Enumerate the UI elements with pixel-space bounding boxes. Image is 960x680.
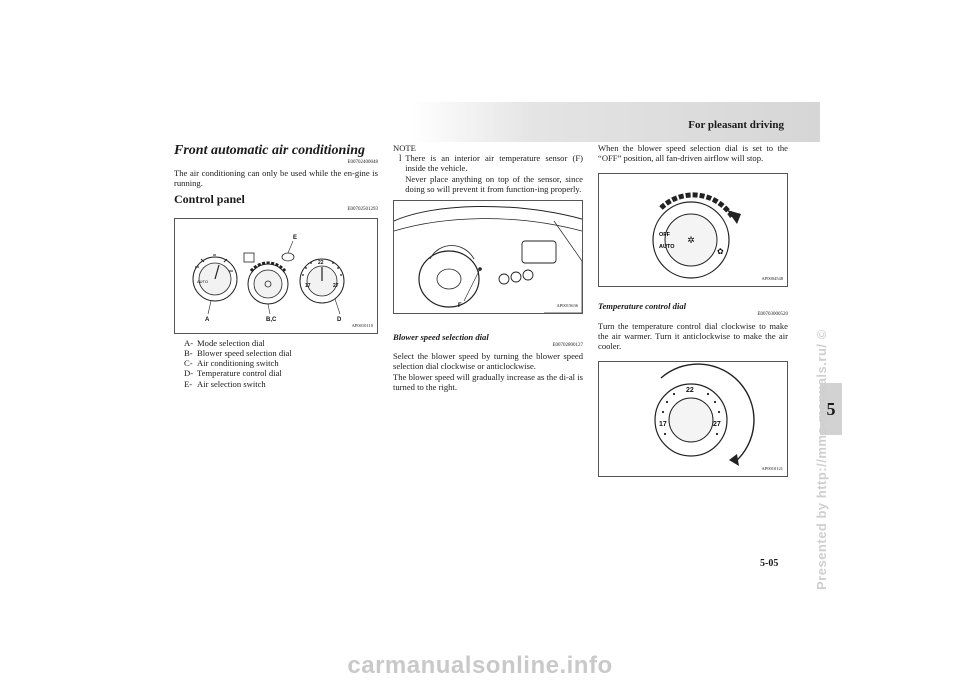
blower-dial-knob: [254, 270, 282, 298]
note-text-2: Never place anything on top of the sensor, since doing so will prevent it from function-ing properly.: [405, 173, 583, 194]
page-number: 5-05: [760, 558, 779, 569]
callout-e: E: [293, 234, 298, 241]
temperature-dial-figure: [598, 361, 788, 477]
legend-item: D- Temperature control dial: [184, 368, 282, 379]
callout-bc: B,C: [266, 316, 277, 323]
tick-27: 27: [333, 282, 339, 289]
tick-22: 22: [318, 259, 324, 266]
column-3: [598, 143, 788, 477]
blower-heading: Blower speed selection dial: [393, 332, 489, 343]
tick-17: 17: [305, 282, 311, 289]
section-tab: 5: [820, 383, 842, 435]
temperature-dial-illustration: [599, 362, 787, 476]
control-panel-illustration: [175, 219, 377, 333]
callout-f: F: [458, 303, 462, 310]
dashboard-illustration: [394, 201, 582, 313]
panel-code: E00702501293: [347, 206, 378, 212]
callout-d: D: [337, 316, 342, 323]
svg-text:AUTO: AUTO: [197, 278, 209, 284]
intro-text: The air conditioning can only be used while the en-gine is running.: [174, 168, 378, 189]
steering-wheel: [419, 251, 479, 310]
note-text-1: There is an interior air temperature sensor (F) inside the vehicle.: [405, 153, 583, 174]
clockwise-arrow-icon: [729, 454, 739, 466]
fan-icon: ✲: [687, 235, 695, 246]
clockwise-arrow-icon: [727, 210, 741, 224]
note-label: NOTE: [393, 143, 416, 153]
auto-label: AUTO: [659, 244, 675, 251]
legend-item: A- Mode selection dial: [184, 337, 265, 348]
tick-17: 17: [659, 421, 667, 429]
tick-22: 22: [686, 387, 694, 395]
sensor-location-figure: [393, 200, 583, 314]
off-intro-text: When the blower speed selection dial is set to the “OFF” position, all fan-driven airflow will stop.: [598, 143, 788, 164]
section-code: E00702400048: [347, 160, 378, 165]
control-panel-figure: [174, 218, 378, 334]
callout-a: A: [205, 316, 210, 323]
note-item: [393, 153, 583, 194]
temperature-text: Turn the temperature control dial clockwise to make the air warmer. Turn it anticlockwise to make the air cooler.: [598, 320, 788, 352]
fan-speed-icon: ✿: [717, 247, 724, 257]
temperature-heading: Temperature control dial: [598, 301, 687, 312]
ac-switch-icon: [244, 253, 254, 262]
legend-list: [174, 338, 378, 389]
watermark-text: Presented by http://mmc-manuals.ru/ ©: [814, 329, 829, 590]
panel-heading: Control panel: [174, 191, 245, 206]
bullet-icon: l: [399, 153, 402, 164]
footer-site-watermark: carmanualsonline.info: [347, 652, 613, 679]
center-display: [522, 241, 556, 263]
blower-text-1: Select the blower speed by turning the blower speed selection dial clockwise or anticlockwise.: [393, 351, 583, 372]
legend-item: B- Blower speed selection dial: [184, 348, 292, 359]
figure-code: AP0015636: [556, 302, 578, 308]
temperature-code: E00703000520: [757, 312, 788, 318]
blower-dial-illustration: [599, 174, 787, 286]
legend-item: E- Air selection switch: [184, 378, 266, 389]
legend-item: C- Air conditioning switch: [184, 358, 279, 369]
figure-code: AP0010110: [351, 322, 373, 328]
section-title: Front automatic air conditioning: [174, 143, 365, 158]
column-2: [393, 143, 583, 392]
blower-text-2: The blower speed will gradually increase as the di-al is turned to the right.: [393, 371, 583, 392]
air-selection-switch-icon: [282, 253, 294, 261]
blower-dial-figure: [598, 173, 788, 287]
blower-code: E00702800127: [552, 343, 583, 349]
tick-27: 27: [713, 421, 721, 429]
figure-code: AP0004548: [761, 276, 783, 282]
figure-code: AP0010121: [761, 466, 783, 472]
header-title: For pleasant driving: [688, 119, 784, 131]
off-label: OFF: [659, 232, 670, 239]
column-1: [174, 143, 378, 389]
temperature-dial-knob: [669, 398, 713, 442]
